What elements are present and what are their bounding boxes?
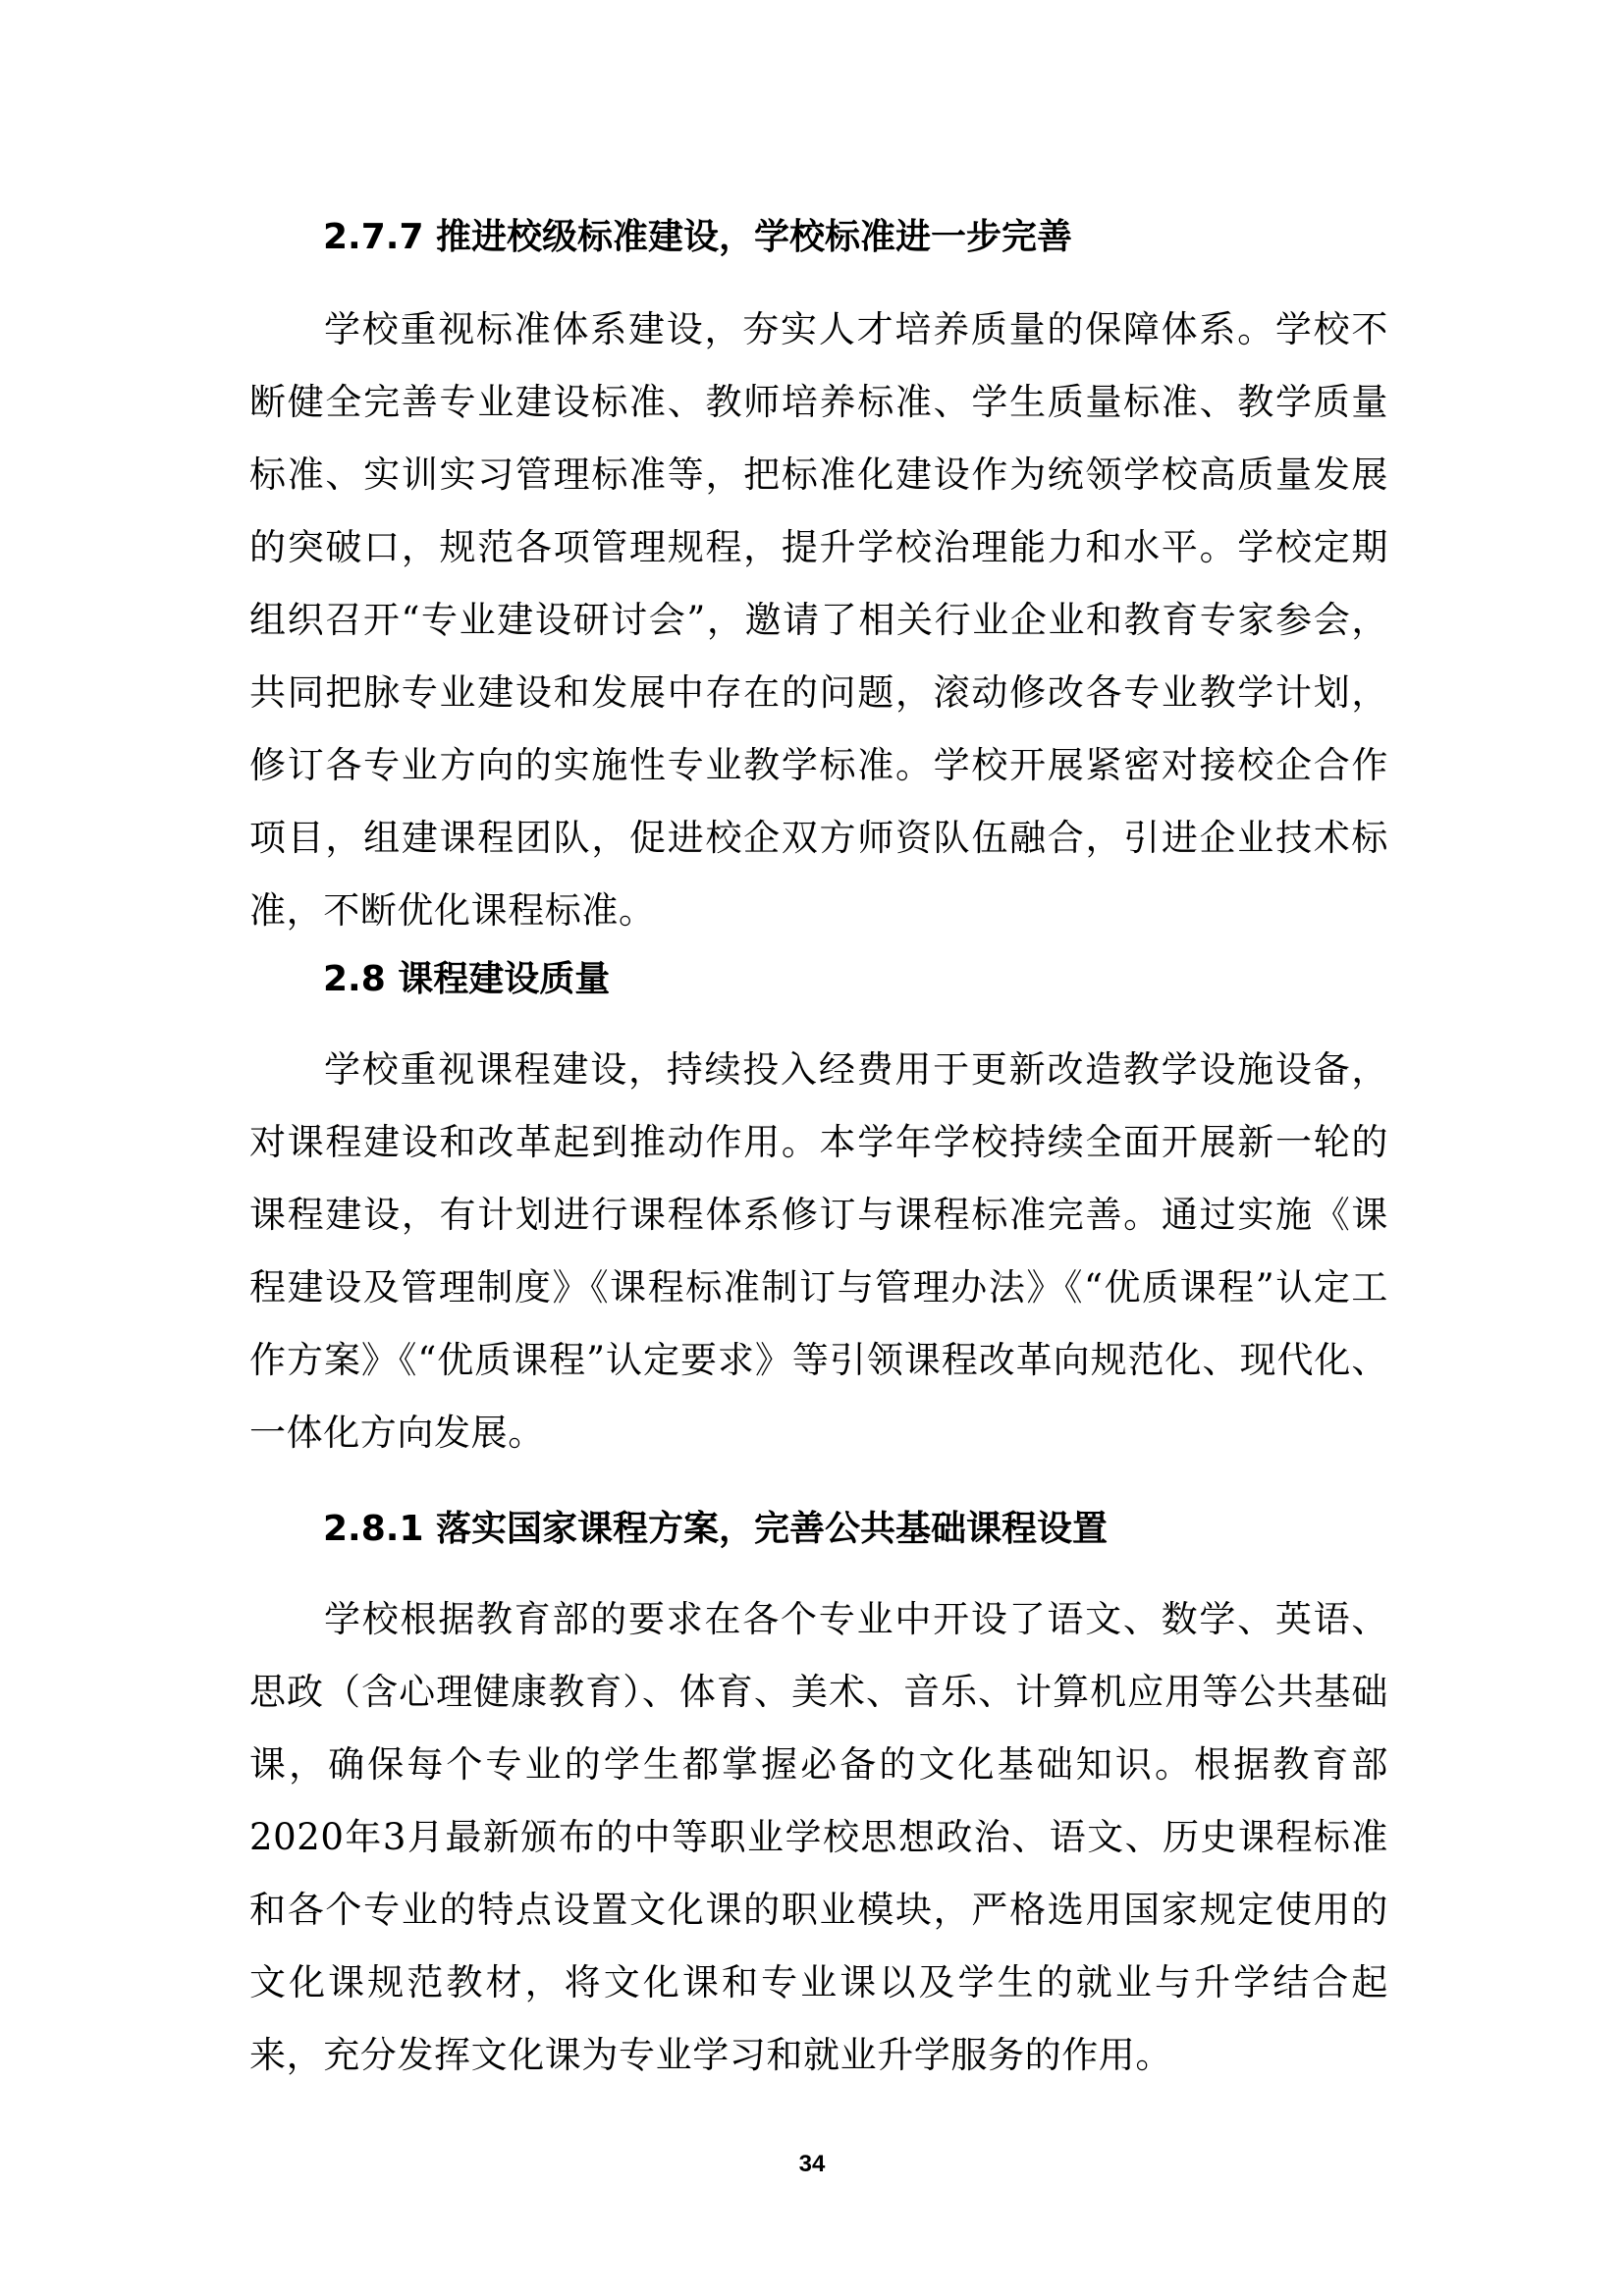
section-heading-2-8-1: 2.8.1 落实国家课程方案，完善公共基础课程设置 [323,1509,1109,1549]
section-paragraph-2-8: 学校重视课程建设，持续投入经费用于更新改造教学设施设备，对课程建设和改革起到推动作用。本学年学校持续全面开展新一轮的课程建设，有计划进行课程体系修订与课程标准完善。通过实施《课程建设及管理制度》《课程标准制订与管理办法》《“优质课程”认定工作方案》《“优质课程”认定要求》等引领课程改革向规范化、现代化、一体化方向发展。 [249,1048,1388,1454]
section-heading-2-7-7: 2.7.7 推进校级标准建设，学校标准进一步完善 [323,217,1073,257]
section-paragraph-2-8-1: 学校根据教育部的要求在各个专业中开设了语文、数学、英语、思政（含心理健康教育）、体育、美术、音乐、计算机应用等公共基础课，确保每个专业的学生都掌握必备的文化基础知识。根据教育部2020年3月最新颁布的中等职业学校思想政治、语文、历史课程标准和各个专业的特点设置文化课的职业模块，严格选用国家规定使用的文化课规范教材，将文化课和专业课以及学生的就业与升学结合起来，充分发挥文化课为专业学习和就业升学服务的作用。 [249,1598,1388,2076]
page-content [249,211,1388,2092]
section-heading-2-8: 2.8 课程建设质量 [323,959,611,999]
section-paragraph-2-7-7: 学校重视标准体系建设，夯实人才培养质量的保障体系。学校不断健全完善专业建设标准、教师培养标准、学生质量标准、教学质量标准、实训实习管理标准等，把标准化建设作为统领学校高质量发展的突破口，规范各项管理规程，提升学校治理能力和水平。学校定期组织召开“专业建设研讨会”，邀请了相关行业企业和教育专家参会，共同把脉专业建设和发展中存在的问题，滚动修改各专业教学计划，修订各专业方向的实施性专业教学标准。学校开展紧密对接校企合作项目，组建课程团队，促进校企双方师资队伍融合，引进企业技术标准，不断优化课程标准。 [249,308,1388,932]
page-number: 34 [798,2151,826,2177]
